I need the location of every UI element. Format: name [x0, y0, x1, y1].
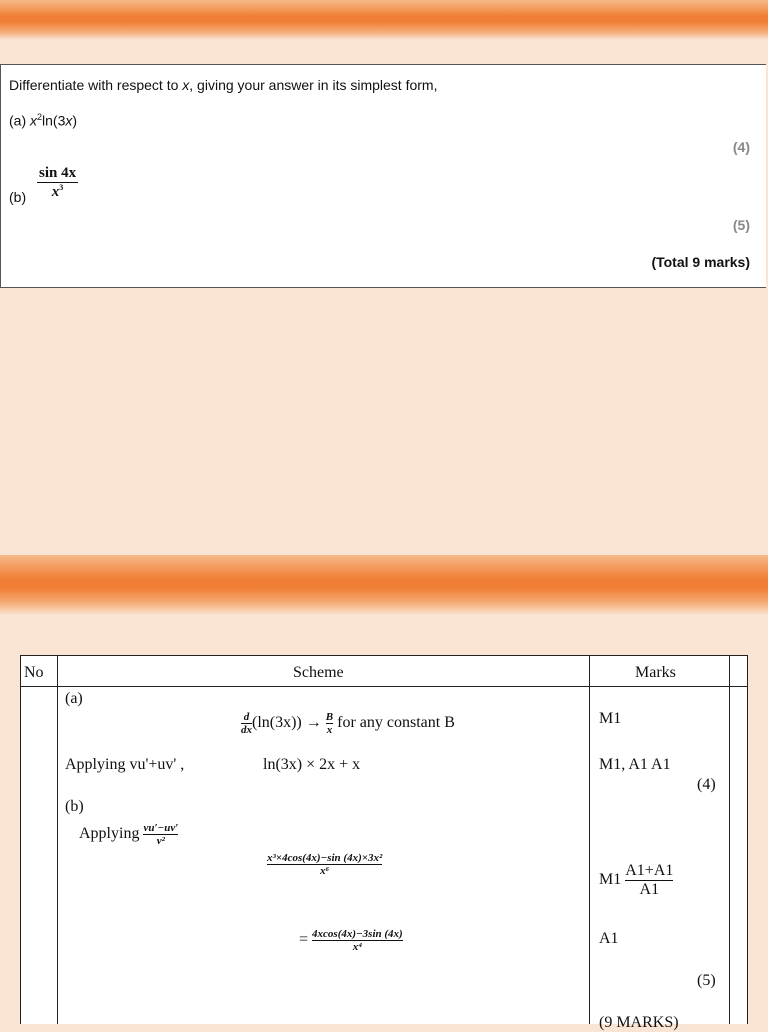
scheme-b-row2-expr: [267, 852, 382, 877]
scheme-a-row1-mark: M1: [599, 710, 622, 727]
equals-sign: =: [299, 931, 309, 949]
mark-scheme-table: [20, 655, 748, 1031]
b-row2-num: x³×4cos(4x)−sin (4x)×3x²: [267, 852, 383, 864]
middle-orange-band: [0, 555, 768, 615]
part-b-denominator: [52, 183, 64, 201]
part-b-numerator: sin 4x: [39, 165, 77, 181]
quotient-rule-fraction: [143, 822, 178, 847]
col-divider-marks: [589, 656, 590, 1024]
b-row2-mark-fraction: [625, 862, 673, 899]
intro-var: x: [182, 77, 190, 93]
scheme-b-row2-mark: [599, 862, 673, 899]
part-a-close: ): [72, 112, 78, 129]
header-divider: [21, 686, 747, 687]
intro-text-end: , giving your answer in its simplest form,: [189, 77, 438, 93]
part-b-label: (b): [9, 189, 27, 205]
scheme-a-row1: [241, 711, 455, 736]
header-no: No: [24, 664, 44, 681]
b-num: B: [325, 711, 334, 723]
scheme-a-label: (a): [65, 690, 83, 707]
scheme-b-row3-mark: A1: [599, 930, 619, 947]
part-b-fraction: [37, 165, 78, 201]
col-divider-right: [729, 656, 730, 1024]
deriv-den: dx: [241, 724, 252, 736]
quotient-num: vu′−uv′: [143, 822, 179, 834]
b-over-x: [326, 711, 333, 736]
part-a-marks: (4): [732, 139, 750, 155]
top-orange-band: [0, 0, 768, 40]
part-b-marks: (5): [732, 217, 750, 233]
part-b-den-exp: 3: [59, 183, 64, 192]
scheme-a-subtotal: (4): [697, 776, 716, 793]
question-panel: [0, 64, 766, 288]
question-intro: [9, 77, 437, 93]
deriv-num: d: [243, 711, 250, 723]
scheme-a-row2-note: Applying vu'+uv' ,: [65, 756, 185, 773]
intro-text: Differentiate with respect to: [9, 77, 183, 93]
derivative-operator: [241, 711, 252, 736]
part-a-exp: 2: [37, 112, 43, 122]
quotient-den: v²: [156, 835, 165, 847]
b-row3-num: 4xcos(4x)−3sin (4x): [312, 928, 403, 940]
b-row2-fraction: [267, 852, 382, 877]
b-row2-den: x⁶: [320, 865, 330, 877]
part-a-question: [9, 112, 77, 129]
scheme-total-marks: (9 MARKS): [599, 1014, 679, 1031]
part-b-den-base: x: [51, 184, 60, 200]
header-scheme: Scheme: [293, 664, 344, 681]
b-row2-mark-num: A1+A1: [625, 862, 674, 879]
b-row3-fraction: [312, 928, 403, 953]
scheme-b-row1: [79, 822, 178, 847]
b-row1-note: Applying: [79, 825, 140, 843]
part-a-var: x: [65, 112, 73, 129]
col-divider-no: [57, 656, 58, 1024]
scheme-a-row2-mark: M1, A1 A1: [599, 756, 671, 773]
a-row1-expr: (ln(3x)) →: [252, 714, 326, 732]
scheme-a-row2-expr: ln(3x) × 2x + x: [263, 756, 361, 773]
a-row1-suffix: for any constant B: [333, 714, 455, 732]
b-row2-mark-den: A1: [639, 881, 660, 898]
b-row2-mark-pre: M1: [599, 871, 626, 889]
total-marks: (Total 9 marks): [651, 254, 750, 270]
part-a-base: x: [30, 112, 37, 129]
scheme-b-subtotal: (5): [697, 972, 716, 989]
b-row3-den: x⁴: [352, 941, 363, 953]
b-den: x: [326, 724, 333, 736]
header-marks: Marks: [635, 664, 676, 681]
scheme-b-row3-expr: [299, 928, 403, 953]
part-a-label: (a): [9, 112, 30, 129]
scheme-b-label: (b): [65, 798, 84, 815]
part-a-rest: ln(3: [42, 112, 66, 129]
